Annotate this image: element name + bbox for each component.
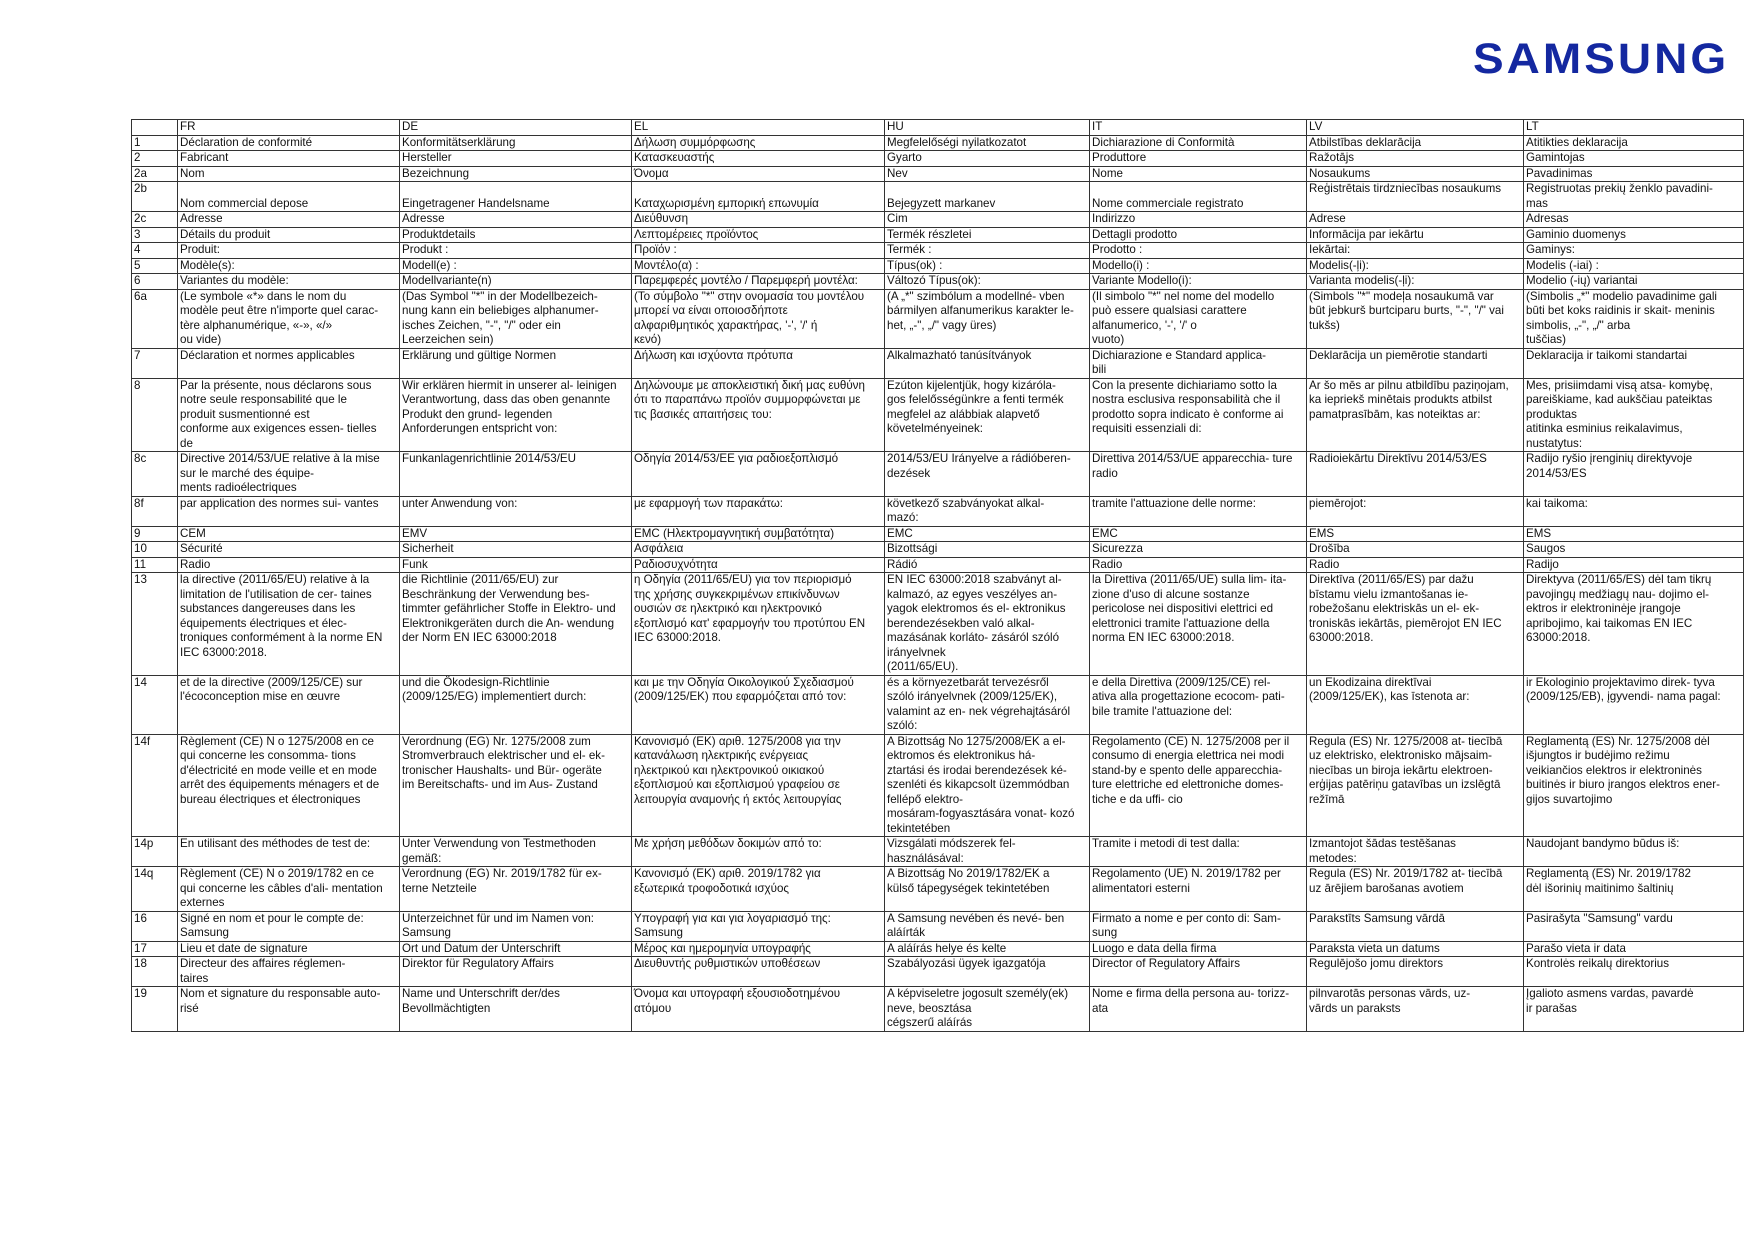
table-row xyxy=(132,557,1744,573)
translation-cell: EMC xyxy=(885,526,1090,542)
translation-cell: Dettagli prodotto xyxy=(1090,227,1307,243)
translation-cell: Kontrolės reikalų direktorius xyxy=(1524,957,1744,987)
translation-cell: Déclaration et normes applicables xyxy=(178,348,400,378)
translation-cell: Modèle(s): xyxy=(178,258,400,274)
translation-cell: Įgalioto asmens vardas, pavardė ir parašas xyxy=(1524,987,1744,1032)
translation-cell: Produkt : xyxy=(400,243,632,259)
translation-cell: következő szabványokat alkal- mazó: xyxy=(885,496,1090,526)
translation-cell: Lieu et date de signature xyxy=(178,941,400,957)
translation-cell: EMC xyxy=(1090,526,1307,542)
table-row xyxy=(132,258,1744,274)
translation-cell: EMC (Ηλεκτρομαγνητική συμβατότητα) xyxy=(632,526,885,542)
translation-cell: Produttore xyxy=(1090,151,1307,167)
language-header: LV xyxy=(1307,120,1524,136)
translation-cell: Modelis (-iai) : xyxy=(1524,258,1744,274)
translation-cell: Ort und Datum der Unterschrift xyxy=(400,941,632,957)
translation-cell: Μοντέλο(α) : xyxy=(632,258,885,274)
translation-cell: Deklaracija ir taikomi standartai xyxy=(1524,348,1744,378)
translation-cell: Informācija par iekārtu xyxy=(1307,227,1524,243)
translation-cell: Bezeichnung xyxy=(400,166,632,182)
row-number: 14 xyxy=(132,675,178,734)
translation-cell: Atitikties deklaracija xyxy=(1524,135,1744,151)
translation-cell: Διεύθυνση xyxy=(632,212,885,228)
language-header: FR xyxy=(178,120,400,136)
translation-cell: A Bizottság No 1275/2008/EK a el- ektromos és elektronikus há- ztartási és irodai berendezések ké- szenléti és kikapcsolt üzemmódban fellépő elektro- mosáram-fogyasztására vonat- kozó tekintetében xyxy=(885,734,1090,837)
translation-cell: Gaminys: xyxy=(1524,243,1744,259)
translation-cell: Pavadinimas xyxy=(1524,166,1744,182)
translation-cell: die Richtlinie (2011/65/EU) zur Beschränkung der Verwendung bes- timmter gefährlicher Stoffe in Elektro- und Elektronikgeräten durch die An- wendung der Norm EN IEC 63000:2018 xyxy=(400,573,632,676)
translation-cell: Bejegyzett markanev xyxy=(885,182,1090,212)
translation-cell: (Das Symbol "*" in der Modellbezeich- nung kann ein beliebiges alphanumer- isches Zeichen, "-", "/" oder ein Leerzeichen sein) xyxy=(400,289,632,348)
translation-cell: Direttiva 2014/53/UE apparecchia- ture radio xyxy=(1090,452,1307,497)
translation-cell: Registruotas prekių ženklo pavadini- mas xyxy=(1524,182,1744,212)
translation-cell: Regolamento (CE) N. 1275/2008 per il consumo di energia elettrica nei modi stand-by e spento delle apparecchia- ture elettriche ed elettroniche domes- tiche e da uffi- cio xyxy=(1090,734,1307,837)
language-header: LT xyxy=(1524,120,1744,136)
translation-cell: Iekārtai: xyxy=(1307,243,1524,259)
translation-cell: Director of Regulatory Affairs xyxy=(1090,957,1307,987)
samsung-logo: SAMSUNG xyxy=(1473,34,1730,83)
translation-cell: Sicherheit xyxy=(400,542,632,558)
translation-cell: 2014/53/EU Irányelve a rádióberen- dezések xyxy=(885,452,1090,497)
translation-cell: (Το σύμβολο "*" στην ονομασία του μοντέλου μπορεί να είναι οποιοσδήποτε αλφαριθμητικός χαρακτήρας, '-', '/' ή κενό) xyxy=(632,289,885,348)
translation-cell: (Le symbole «*» dans le nom du modèle peut être n'importe quel carac- tère alphanumérique, «-», «/» ou vide) xyxy=(178,289,400,348)
translation-cell: Parakstīts Samsung vārdā xyxy=(1307,911,1524,941)
translation-cell: Változó Típus(ok): xyxy=(885,274,1090,290)
translation-cell: Dichiarazione di Conformità xyxy=(1090,135,1307,151)
row-number: 14p xyxy=(132,837,178,867)
translation-cell: Sicurezza xyxy=(1090,542,1307,558)
table-row xyxy=(132,867,1744,912)
translation-cell: Paraksta vieta un datums xyxy=(1307,941,1524,957)
translation-cell: A képviseletre jogosult személy(ek) neve, beosztása cégszerű aláírás xyxy=(885,987,1090,1032)
translation-cell: piemērojot: xyxy=(1307,496,1524,526)
row-number: 2a xyxy=(132,166,178,182)
translation-cell: Rádió xyxy=(885,557,1090,573)
translation-cell: Regolamento (UE) N. 2019/1782 per alimentatori esterni xyxy=(1090,867,1307,912)
table-row xyxy=(132,243,1744,259)
translation-cell: EN IEC 63000:2018 szabványt al- kalmazó, az egyes veszélyes an- yagok elektromos és el- ektronikus berendezésekben való alkal- mazásának korláto- zásáról szóló irányelvnek (2011/65/EU). xyxy=(885,573,1090,676)
translation-cell: Unter Verwendung von Testmethoden gemäß: xyxy=(400,837,632,867)
translation-cell: pilnvarotās personas vārds, uz- vārds un paraksts xyxy=(1307,987,1524,1032)
translation-cell: Adrese xyxy=(1307,212,1524,228)
translation-cell: CEM xyxy=(178,526,400,542)
translation-cell: Όνομα και υπογραφή εξουσιοδοτημένου ατόμου xyxy=(632,987,885,1032)
translation-cell: Καταχωρισμένη εμπορική επωνυμία xyxy=(632,182,885,212)
translation-cell: Reglamentą (ES) Nr. 1275/2008 dėl išjungtos ir budėjimo režimu veikiančios elektros ir elektroninės buitinės ir biuro įrangos elektros ener- gijos suvartojimo xyxy=(1524,734,1744,837)
language-header: DE xyxy=(400,120,632,136)
translation-cell: Wir erklären hiermit in unserer al- leinigen Verantwortung, dass das oben genannte Produkt den grund- legenden Anforderungen entspricht von: xyxy=(400,378,632,452)
translation-cell: Adresas xyxy=(1524,212,1744,228)
translation-cell: Nev xyxy=(885,166,1090,182)
translation-cell: Modelio (-ių) variantai xyxy=(1524,274,1744,290)
translation-cell: Regula (ES) Nr. 1275/2008 at- tiecībā uz elektrisko, elektronisko mājsaim- niecības un biroja iekārtu elektroen- erģijas patēriņu gatavības un izslēgtā režīmā xyxy=(1307,734,1524,837)
translation-cell: Radio xyxy=(178,557,400,573)
table-row xyxy=(132,227,1744,243)
translation-cell: Δήλωση συμμόρφωσης xyxy=(632,135,885,151)
translation-cell: Κανονισμό (ΕΚ) αριθ. 1275/2008 για την κατανάλωση ηλεκτρικής ενέργειας ηλεκτρικού και ηλεκτρονικού οικιακού εξοπλισμού και εξοπλισμού γραφείου σε λειτουργία αναμονής ή εκτός λειτουργίας xyxy=(632,734,885,837)
translation-cell: Reglamentą (ES) Nr. 2019/1782 dėl išorinių maitinimo šaltinių xyxy=(1524,867,1744,912)
translation-cell: Tramite i metodi di test dalla: xyxy=(1090,837,1307,867)
translation-cell: Λεπτομέρειες προϊόντος xyxy=(632,227,885,243)
table-row xyxy=(132,378,1744,452)
translation-cell: Fabricant xyxy=(178,151,400,167)
translation-cell: Unterzeichnet für und im Namen von: Samsung xyxy=(400,911,632,941)
row-number: 14f xyxy=(132,734,178,837)
row-number: 2 xyxy=(132,151,178,167)
row-number: 18 xyxy=(132,957,178,987)
table-row xyxy=(132,348,1744,378)
translation-cell: Gaminio duomenys xyxy=(1524,227,1744,243)
row-number: 8c xyxy=(132,452,178,497)
translation-cell: Direktyva (2011/65/ES) dėl tam tikrų pavojingų medžiagų nau- dojimo el- ektros ir elektroninėje įrangoje apribojimo, kai taikomas EN IEC 63000:2018. xyxy=(1524,573,1744,676)
translation-cell: Déclaration de conformité xyxy=(178,135,400,151)
table-row xyxy=(132,182,1744,212)
row-number: 16 xyxy=(132,911,178,941)
translation-cell: Règlement (CE) N o 1275/2008 en ce qui concerne les consomma- tions d'électricité en mode veille et en mode arrêt des équipements ménagers et de bureau électriques et électroniques xyxy=(178,734,400,837)
translation-cell: Mes, prisiimdami visą atsa- komybę, pareiškiame, kad aukščiau pateiktas produktas atitinka esminius reikalavimus, nustatytus: xyxy=(1524,378,1744,452)
translation-cell: Típus(ok) : xyxy=(885,258,1090,274)
translation-cell: Bizottsági xyxy=(885,542,1090,558)
row-number: 4 xyxy=(132,243,178,259)
translation-cell: Διευθυντής ρυθμιστικών υποθέσεων xyxy=(632,957,885,987)
row-number: 8 xyxy=(132,378,178,452)
declaration-table-wrapper xyxy=(131,119,1743,1032)
translation-cell: A Bizottság No 2019/1782/EK a külső tápegységek tekintetében xyxy=(885,867,1090,912)
translation-cell: Ražotājs xyxy=(1307,151,1524,167)
translation-cell: tramite l'attuazione delle norme: xyxy=(1090,496,1307,526)
table-row xyxy=(132,274,1744,290)
translation-cell: Varianta modelis(-ļi): xyxy=(1307,274,1524,290)
translation-cell: ir Ekologinio projektavimo direk- tyva (2009/125/EB), įgyvendi- nama pagal: xyxy=(1524,675,1744,734)
table-row xyxy=(132,911,1744,941)
translation-cell: Direktor für Regulatory Affairs xyxy=(400,957,632,987)
table-row xyxy=(132,573,1744,676)
table-row xyxy=(132,987,1744,1032)
translation-cell: A aláírás helye és kelte xyxy=(885,941,1090,957)
translation-cell: Modell(e) : xyxy=(400,258,632,274)
row-number: 2b xyxy=(132,182,178,212)
table-header-row xyxy=(132,120,1744,136)
translation-cell: En utilisant des méthodes de test de: xyxy=(178,837,400,867)
row-number: 13 xyxy=(132,573,178,676)
translation-cell: Ασφάλεια xyxy=(632,542,885,558)
translation-cell: Προϊόν : xyxy=(632,243,885,259)
translation-cell: (Simbolis „*" modelio pavadinime gali būti bet koks raidinis ir skait- meninis simbolis, „-", „/" arba tuščias) xyxy=(1524,289,1744,348)
translation-cell: Verordnung (EG) Nr. 2019/1782 für ex- terne Netzteile xyxy=(400,867,632,912)
translation-cell: (Il simbolo "*" nel nome del modello può essere qualsiasi carattere alfanumerico, '-', '/' o vuoto) xyxy=(1090,289,1307,348)
row-number: 3 xyxy=(132,227,178,243)
row-number: 14q xyxy=(132,867,178,912)
translation-cell: Funkanlagenrichtlinie 2014/53/EU xyxy=(400,452,632,497)
row-number: 8f xyxy=(132,496,178,526)
translation-cell: Regula (ES) Nr. 2019/1782 at- tiecībā uz ārējiem barošanas avotiem xyxy=(1307,867,1524,912)
row-number: 5 xyxy=(132,258,178,274)
translation-cell: Détails du produit xyxy=(178,227,400,243)
translation-cell: Prodotto : xyxy=(1090,243,1307,259)
translation-cell: un Ekodizaina direktīvai (2009/125/EK), kas īstenota ar: xyxy=(1307,675,1524,734)
translation-cell: Deklarācija un piemērotie standarti xyxy=(1307,348,1524,378)
translation-cell: et de la directive (2009/125/CE) sur l'écoconception mise en œuvre xyxy=(178,675,400,734)
translation-cell: kai taikoma: xyxy=(1524,496,1744,526)
translation-cell: Règlement (CE) N o 2019/1782 en ce qui concerne les câbles d'ali- mentation externes xyxy=(178,867,400,912)
translation-cell: Termék részletei xyxy=(885,227,1090,243)
translation-cell: Directive 2014/53/UE relative à la mise sur le marché des équipe- ments radioélectriques xyxy=(178,452,400,497)
table-row xyxy=(132,212,1744,228)
translation-cell: la directive (2011/65/EU) relative à la limitation de l'utilisation de cer- taines substances dangereuses dans les équipements électriques et élec- troniques conformément à la norme EN IEC 63000:2018. xyxy=(178,573,400,676)
table-row xyxy=(132,452,1744,497)
row-number: 2c xyxy=(132,212,178,228)
table-row xyxy=(132,289,1744,348)
translation-cell: (A „*" szimbólum a modellné- vben bármilyen alfanumerikus karakter le- het, „-", „/" vagy üres) xyxy=(885,289,1090,348)
translation-cell: Parašo vieta ir data xyxy=(1524,941,1744,957)
language-header: IT xyxy=(1090,120,1307,136)
translation-cell: Firmato a nome e per conto di: Sam- sung xyxy=(1090,911,1307,941)
translation-cell: Ar šo mēs ar pilnu atbildību paziņojam, ka iepriekš minētais produkts atbilst pamatprasībām, kas noteiktas ar: xyxy=(1307,378,1524,452)
translation-cell: Gyarto xyxy=(885,151,1090,167)
translation-cell: Με χρήση μεθόδων δοκιμών από το: xyxy=(632,837,885,867)
translation-cell: Pasirašyta "Samsung" vardu xyxy=(1524,911,1744,941)
translation-cell: Radio xyxy=(1307,557,1524,573)
translation-cell: και με την Οδηγία Οικολογικού Σχεδιασμού (2009/125/EK) που εφαρμόζεται από τον: xyxy=(632,675,885,734)
translation-cell: Adresse xyxy=(400,212,632,228)
language-header: HU xyxy=(885,120,1090,136)
translation-cell: Υπογραφή για και για λογαριασμό της: Samsung xyxy=(632,911,885,941)
translation-cell: Verordnung (EG) Nr. 1275/2008 zum Stromverbrauch elektrischer und el- ek- tronischer Haushalts- und Bür- ogeräte im Bereitschafts- und im Aus- Zustand xyxy=(400,734,632,837)
translation-cell: Modelis(-ļi): xyxy=(1307,258,1524,274)
translation-cell: Produit: xyxy=(178,243,400,259)
translation-cell: (Simbols "*" modeļa nosaukumā var būt jebkurš burtciparu burts, "-", "/" vai tukšs) xyxy=(1307,289,1524,348)
translation-cell: Par la présente, nous déclarons sous notre seule responsabilité que le produit susmentionné est conforme aux exigences essen- tielles de xyxy=(178,378,400,452)
translation-cell: Vizsgálati módszerek fel- használásával: xyxy=(885,837,1090,867)
table-row xyxy=(132,151,1744,167)
translation-cell: Radijo ryšio įrenginių direktyvoje 2014/53/ES xyxy=(1524,452,1744,497)
translation-cell: Signé en nom et pour le compte de: Samsung xyxy=(178,911,400,941)
translation-cell: unter Anwendung von: xyxy=(400,496,632,526)
translation-cell: Con la presente dichiariamo sotto la nostra esclusiva responsabilità che il prodotto sopra indicato è conforme ai requisiti essenziali di: xyxy=(1090,378,1307,452)
translation-cell: Szabályozási ügyek igazgatója xyxy=(885,957,1090,987)
row-number: 6a xyxy=(132,289,178,348)
table-row xyxy=(132,837,1744,867)
translation-cell: EMS xyxy=(1524,526,1744,542)
translation-cell: e della Direttiva (2009/125/CE) rel- ativa alla progettazione ecocom- pati- bile tramite l'attuazione del: xyxy=(1090,675,1307,734)
translation-cell: Alkalmazható tanúsítványok xyxy=(885,348,1090,378)
translation-cell: EMS xyxy=(1307,526,1524,542)
translation-cell: és a környezetbarát tervezésről szóló irányelvnek (2009/125/EK), valamint az en- nek végrehajtásáról szóló: xyxy=(885,675,1090,734)
translation-cell: Indirizzo xyxy=(1090,212,1307,228)
translation-cell: Direktīva (2011/65/ES) par dažu bīstamu vielu izmantošanas ie- robežošanu elektriskās un el- ek- troniskās iekārtās, piemērojot EN IEC 63000:2018. xyxy=(1307,573,1524,676)
language-header: EL xyxy=(632,120,885,136)
translation-cell: Erklärung und gültige Normen xyxy=(400,348,632,378)
translation-cell: Δήλωση και ισχύοντα πρότυπα xyxy=(632,348,885,378)
row-number: 1 xyxy=(132,135,178,151)
translation-cell: Κανονισμό (ΕΚ) αριθ. 2019/1782 για εξωτερικά τροφοδοτικά ισχύος xyxy=(632,867,885,912)
translation-cell: Nome commerciale registrato xyxy=(1090,182,1307,212)
translation-cell: Reģistrētais tirdzniecības nosaukums xyxy=(1307,182,1524,212)
translation-cell: Nome e firma della persona au- torizz- ata xyxy=(1090,987,1307,1032)
translation-cell: Directeur des affaires réglemen- taires xyxy=(178,957,400,987)
row-number: 10 xyxy=(132,542,178,558)
translation-cell: Παρεμφερές μοντέλο / Παρεμφερή μοντέλα: xyxy=(632,274,885,290)
translation-cell: Hersteller xyxy=(400,151,632,167)
table-row xyxy=(132,542,1744,558)
translation-cell: Name und Unterschrift der/des Bevollmächtigten xyxy=(400,987,632,1032)
translation-cell: Κατασκευαστής xyxy=(632,151,885,167)
translation-cell: Adresse xyxy=(178,212,400,228)
translation-cell: Variantes du modèle: xyxy=(178,274,400,290)
declaration-table xyxy=(131,119,1744,1032)
translation-cell: Produktdetails xyxy=(400,227,632,243)
translation-cell: Modellvariante(n) xyxy=(400,274,632,290)
table-row xyxy=(132,166,1744,182)
translation-cell: Nom commercial depose xyxy=(178,182,400,212)
translation-cell: Termék : xyxy=(885,243,1090,259)
translation-cell: Drošība xyxy=(1307,542,1524,558)
row-number: 9 xyxy=(132,526,178,542)
translation-cell: Megfelelőségi nyilatkozatot xyxy=(885,135,1090,151)
translation-cell: Nom et signature du responsable auto- risé xyxy=(178,987,400,1032)
translation-cell: und die Ökodesign-Richtlinie (2009/125/EG) implementiert durch: xyxy=(400,675,632,734)
translation-cell: Οδηγία 2014/53/ΕΕ για ραδιοεξοπλισμό xyxy=(632,452,885,497)
table-row xyxy=(132,675,1744,734)
translation-cell: Funk xyxy=(400,557,632,573)
translation-cell: Atbilstības deklarācija xyxy=(1307,135,1524,151)
table-row xyxy=(132,496,1744,526)
translation-cell: la Direttiva (2011/65/UE) sulla lim- ita- zione d'uso di alcune sostanze pericolose nei dispositivi elettrici ed elettronici tramite l'attuazione della norma EN IEC 63000:2018. xyxy=(1090,573,1307,676)
table-row xyxy=(132,526,1744,542)
translation-cell: Ραδιοσυχνότητα xyxy=(632,557,885,573)
translation-cell: Dichiarazione e Standard applica- bili xyxy=(1090,348,1307,378)
translation-cell: Μέρος και ημερομηνία υπογραφής xyxy=(632,941,885,957)
translation-cell: Variante Modello(i): xyxy=(1090,274,1307,290)
table-row xyxy=(132,957,1744,987)
translation-cell: Izmantojot šādas testēšanas metodes: xyxy=(1307,837,1524,867)
translation-cell: Gamintojas xyxy=(1524,151,1744,167)
translation-cell: η Οδηγία (2011/65/EU) για τον περιορισμό της χρήσης συγκεκριμένων επικίνδυνων ουσιών σε ηλεκτρικό και ηλεκτρονικό εξοπλισμό κατ' εφαρμογήν του προτύπου EN IEC 63000:2018. xyxy=(632,573,885,676)
row-number: 6 xyxy=(132,274,178,290)
translation-cell: Ezúton kijelentjük, hogy kizáróla- gos felelősségünkre a fenti termék megfelel az alábbiak alapvető követelményeinek: xyxy=(885,378,1090,452)
translation-cell: Eingetragener Handelsname xyxy=(400,182,632,212)
translation-cell: με εφαρμογή των παρακάτω: xyxy=(632,496,885,526)
translation-cell: Modello(i) : xyxy=(1090,258,1307,274)
translation-cell: EMV xyxy=(400,526,632,542)
translation-cell: Sécurité xyxy=(178,542,400,558)
table-row xyxy=(132,734,1744,837)
row-number: 17 xyxy=(132,941,178,957)
translation-cell: Cim xyxy=(885,212,1090,228)
translation-cell: Regulējošo jomu direktors xyxy=(1307,957,1524,987)
header-num-cell xyxy=(132,120,178,136)
translation-cell: Radio xyxy=(1090,557,1307,573)
table-row xyxy=(132,941,1744,957)
translation-cell: Δηλώνουμε με αποκλειστική δική μας ευθύνη ότι το παραπάνω προϊόν συμμορφώνεται με τις βασικές απαιτήσεις του: xyxy=(632,378,885,452)
translation-cell: Naudojant bandymo būdus iš: xyxy=(1524,837,1744,867)
translation-cell: Radijo xyxy=(1524,557,1744,573)
row-number: 19 xyxy=(132,987,178,1032)
translation-cell: Radioiekārtu Direktīvu 2014/53/ES xyxy=(1307,452,1524,497)
translation-cell: Saugos xyxy=(1524,542,1744,558)
translation-cell: Luogo e data della firma xyxy=(1090,941,1307,957)
table-row xyxy=(132,135,1744,151)
translation-cell: Konformitätserklärung xyxy=(400,135,632,151)
translation-cell: A Samsung nevében és nevé- ben aláírták xyxy=(885,911,1090,941)
row-number: 7 xyxy=(132,348,178,378)
translation-cell: Nome xyxy=(1090,166,1307,182)
translation-cell: Nom xyxy=(178,166,400,182)
row-number: 11 xyxy=(132,557,178,573)
translation-cell: Όνομα xyxy=(632,166,885,182)
translation-cell: Nosaukums xyxy=(1307,166,1524,182)
translation-cell: par application des normes sui- vantes xyxy=(178,496,400,526)
